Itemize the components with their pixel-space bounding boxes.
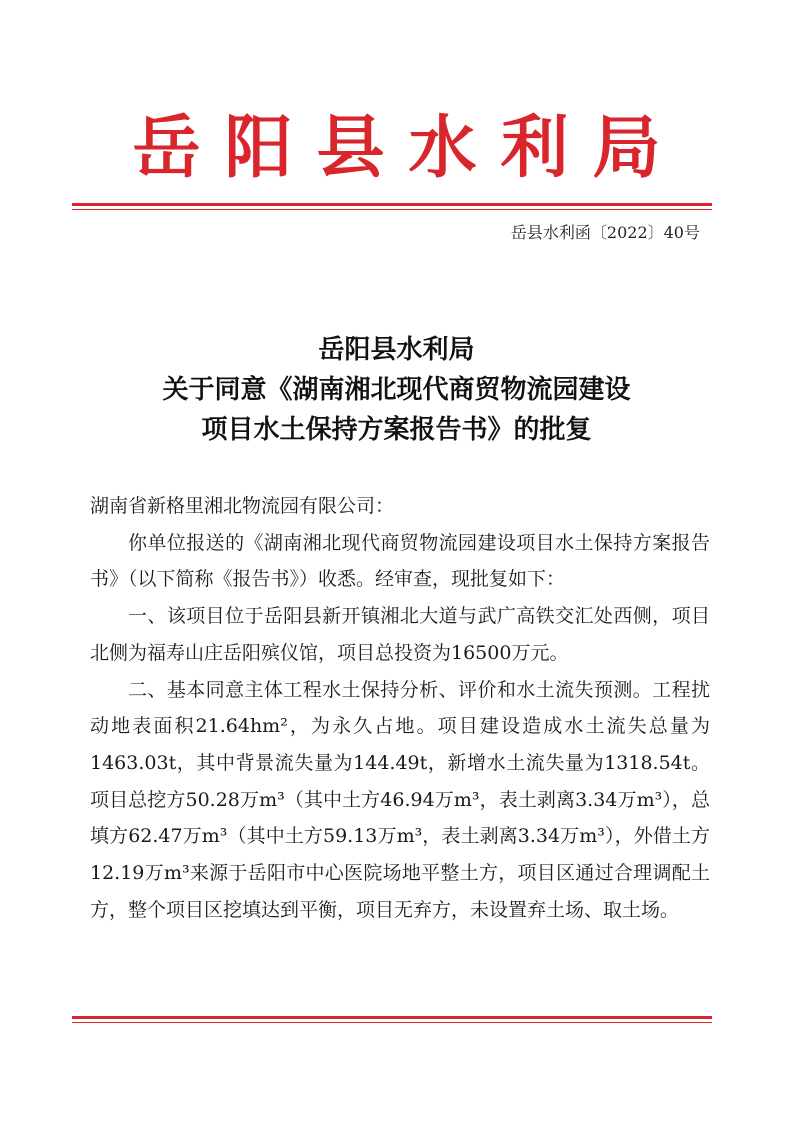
document-number: 岳县水利函〔2022〕40号 <box>510 223 700 242</box>
masthead-divider <box>72 203 712 210</box>
document-title <box>0 330 793 450</box>
title-line-2: 关于同意《湖南湘北现代商贸物流园建设 <box>162 375 631 405</box>
footer-divider <box>72 1016 712 1023</box>
document-body <box>90 488 710 928</box>
paragraph-intro: 你单位报送的《湖南湘北现代商贸物流园建设项目水土保持方案报告书》（以下简称《报告书》）收悉。经审查，现批复如下： <box>90 531 710 591</box>
paragraph-item-2: 二、基本同意主体工程水土保持分析、评价和水土流失预测。工程扰动地表面积21.64hm²，为永久占地。项目建设造成水土流失总量为1463.03t，其中背景流失量为144.49t，新增水土流失量为1318.54t。项目总挖方50.28万m³（其中土方46.94万m³，表土剥离3.34万m³），总填方62.47万m³（其中土方59.13万m³，表土剥离3.34万m³），外借土方12.19万m³来源于岳阳市中心医院场地平整土方，项目区通过合理调配土方，整个项目区挖填达到平衡，项目无弃方，未设置弃土场、取土场。 <box>90 678 710 921</box>
salutation: 湖南省新格里湘北物流园有限公司： <box>90 495 395 517</box>
masthead-title: 岳阳县水利局 <box>132 108 685 188</box>
title-line-3: 项目水土保持方案报告书》的批复 <box>201 415 592 445</box>
title-line-1: 岳阳县水利局 <box>318 335 475 365</box>
paragraph-item-1: 一、该项目位于岳阳县新开镇湘北大道与武广高铁交汇处西侧，项目北侧为福寿山庄岳阳殡仪馆，项目总投资为16500万元。 <box>90 605 710 664</box>
